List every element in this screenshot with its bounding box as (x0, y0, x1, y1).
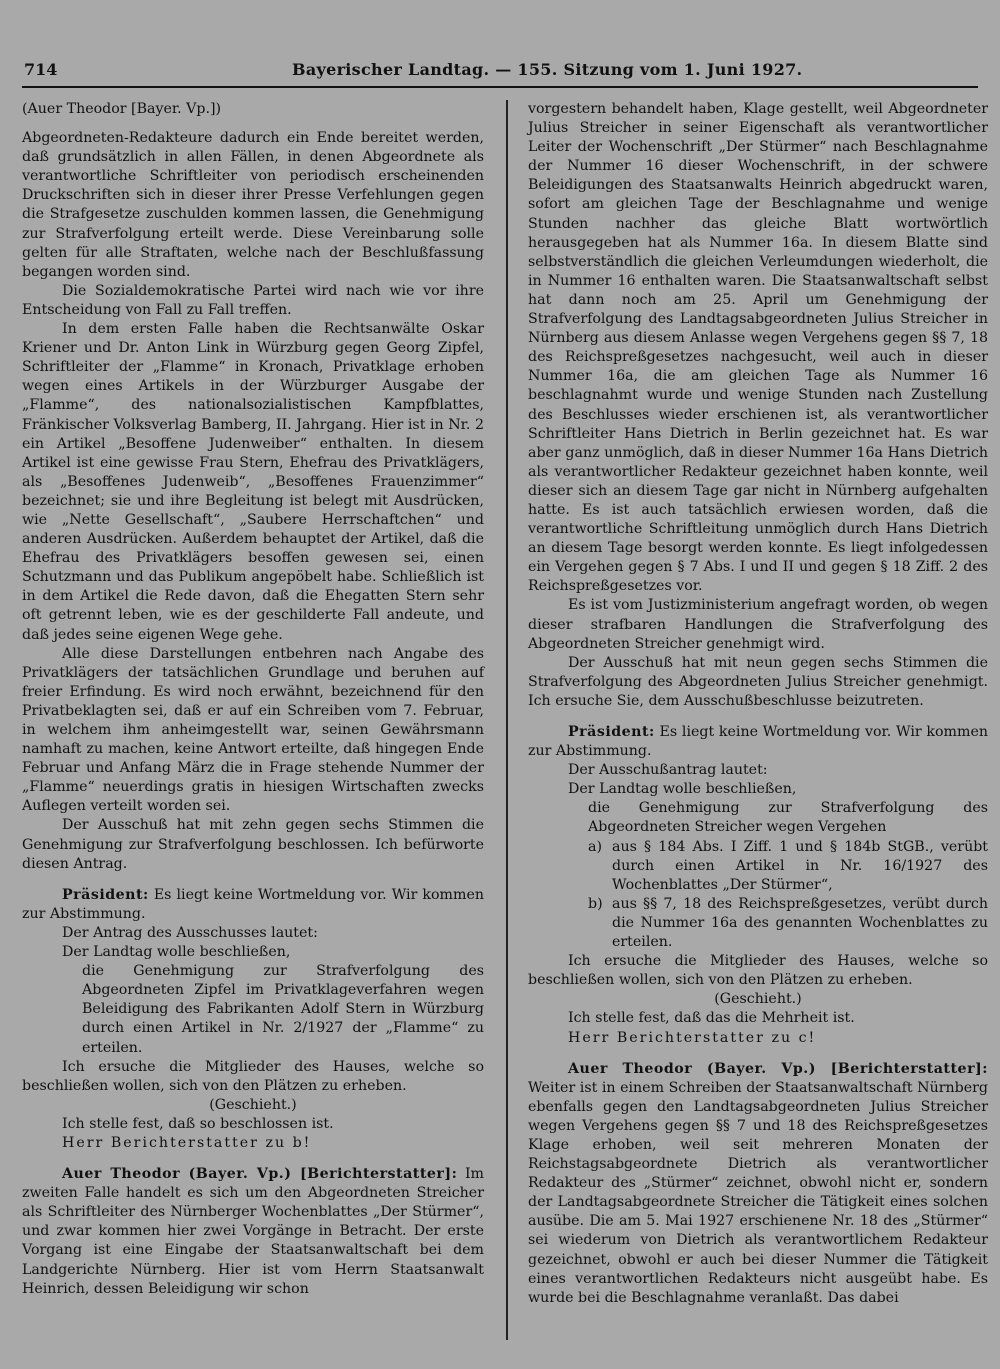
statement-text: Es liegt keine Wortmeldung vor. Wir kommen zur Abstimmung. (22, 886, 484, 922)
item-text: aus §§ 7, 18 des Reichspreßgesetzes, verübt durch die Nummer 16a des genannten Wochenblattes zu erteilen. (612, 895, 988, 951)
motion-item-a (588, 838, 988, 895)
speaker-name: Auer Theodor (Bayer. Vp.) [Berichterstatter]: (62, 1166, 458, 1183)
left-column (22, 100, 484, 1299)
reporter-statement (22, 1165, 484, 1299)
spacer (528, 711, 988, 723)
paragraph: Der Ausschuß hat mit neun gegen sechs Stimmen die Strafverfolgung des Abgeordneten Julius Streicher genehmigt. Ich ersuche Sie, dem Ausschußbeschlusse beizutreten. (528, 654, 988, 709)
paragraph: Der Ausschuß hat mit zehn gegen sechs Stimmen die Genehmigung zur Strafverfolgung beschlossen. Ich befürworte diesen Antrag. (22, 817, 484, 872)
item-label: a) (588, 838, 602, 855)
motion-resolve: Der Landtag wolle beschließen, (568, 781, 797, 798)
motion-text: die Genehmigung zur Strafverfolgung des Abgeordneten Zipfel im Privatklageverfahren wegen Beleidigung des Fabrikanten Adolf Stern in Würzburg durch einen Artikel in Nr. 2/1927 der „Flamme“ zu erteilen. (82, 963, 484, 1056)
spacer (22, 1153, 484, 1165)
result-statement: Ich stelle fest, daß das die Mehrheit ist. (568, 1010, 855, 1027)
motion-item-b (588, 895, 988, 952)
item-text: aus § 184 Abs. I Ziff. 1 und § 184b StGB., verübt durch einen Artikel in Nr. 16/1927 des Wochenblattes „Der Stürmer“, (612, 838, 988, 893)
motion-intro: Der Ausschußantrag lautet: (568, 762, 768, 779)
statement-text: Weiter ist in einem Schreiben der Staatsanwaltschaft Nürnberg ebenfalls gegen den Landtagsabgeordneten Julius Streicher wegen Vergehens gegen §§ 7 und 18 des Reichspreßgesetzes Klage erhoben, weil seit mehreren Monaten der Reichstagsabgeordnete Dietrich als verantwortlicher Redakteur des „Stürmer“ zeichnet, obwohl nicht er, sondern der Landtagsabgeordnete Streicher die Tätigkeit eines solchen ausübe. Die am 5. Mai 1927 erschienene Nr. 18 des „Stürmer“ sei wiederum von Dietrich als verantwortlichem Redakteur gezeichnet, obwohl er auch bei dieser Nummer die Tätigkeit eines verantwortlichen Redakteurs nicht ausgeübt habe. Es wurde bei die Beschlagnahme veranlaßt. Das dabei (528, 1079, 988, 1306)
spacer (528, 1048, 988, 1060)
speaker-name: Präsident: (62, 886, 149, 903)
motion-intro: Der Antrag des Ausschusses lautet: (62, 924, 318, 941)
column-divider (506, 100, 508, 1340)
vote-call: Ich ersuche die Mitglieder des Hauses, welche so beschließen wollen, sich von den Plätzen zu erheben. (528, 953, 988, 989)
speaker-name: Auer Theodor (Bayer. Vp.) [Berichterstatter]: (568, 1060, 988, 1077)
page-number: 714 (24, 60, 58, 79)
call-reporter: Herr Berichterstatter zu b! (62, 1134, 312, 1151)
speaker-continuation: (Auer Theodor [Bayer. Vp.]) (22, 101, 222, 117)
page-header (22, 56, 978, 88)
paragraph: In dem ersten Falle haben die Rechtsanwälte Oskar Kriener und Dr. Anton Link in Würzburg gegen Georg Zipfel, Schriftleiter der „Flamme“ in Kronach, Privatklage erhoben wegen eines Artikels in der Würzburger Ausgabe der „Flamme“, des nationalsozialistischen Kampfblattes, Fränkischer Volksverlag Bamberg, II. Jahrgang. Hier ist in Nr. 2 ein Artikel „Besoffene Judenweiber“ enthalten. In diesem Artikel ist eine gewisse Frau Stern, Ehefrau des Privatklägers, als „Besoffenes Judenweib“, „Besoffenes Frauenzimmer“ bezeichnet; sie und ihre Begleitung ist belegt mit Ausdrücken, wie „Nette Gesellschaft“, „Saubere Herrschaftchen“ und anderen Ausdrücken. Außerdem behauptet der Artikel, daß die Ehefrau des Privatklägers besoffen gewesen sei, einen Schutzmann und das Publikum angepöbelt habe. Schließlich ist in dem Artikel die Rede davon, daß die Ehegatten Stern sehr oft getrennt leben, wie es der geschilderte Fall andeute, und daß jedes seine eigenen Wege gehe. (22, 321, 484, 643)
reporter-statement (528, 1060, 988, 1308)
result-statement: Ich stelle fest, daß so beschlossen ist. (62, 1115, 334, 1132)
call-reporter: Herr Berichterstatter zu c! (568, 1029, 817, 1046)
paragraph: Es ist vom Justizministerium angefragt worden, ob wegen dieser strafbaren Handlungen die Strafverfolgung des Abgeordneten Streicher genehmigt wird. (528, 597, 988, 652)
motion-resolve: Der Landtag wolle beschließen, (62, 944, 291, 961)
statement-text: Im zweiten Falle handelt es sich um den Abgeordneten Streicher als Schriftleiter des Nürnberger Wochenblattes „Der Stürmer“, und zwar kommen hier zwei Vorgänge in Betracht. Der erste Vorgang ist eine Eingabe der Staatsanwaltschaft bei dem Landgerichte Nürnberg. Hier ist vom Herrn Staatsanwalt Heinrich, dessen Beleidigung wir schon (22, 1166, 484, 1297)
right-column (528, 100, 988, 1308)
statement-text: Es liegt keine Wortmeldung vor. Wir kommen zur Abstimmung. (528, 724, 988, 760)
president-statement (22, 886, 484, 924)
paragraph: Alle diese Darstellungen entbehren nach Angabe des Privatklägers der tatsächlichen Grundlage und beruhen auf freier Erfindung. Es wird noch erwähnt, bezeichnend für den Privatbeklagten sei, daß er auf ein Schreiben vom 7. Februar, in welchem ihm anheimgestellt war, seinen Gewährsmann namhaft zu machen, keine Antwort erteilte, daß hingegen Ende Februar und Anfang März die in Frage stehende Nummer der „Flamme“ neuerdings gratis in hiesigen Wirtschaften zwecks Auflegen verteilt worden sei. (22, 645, 484, 815)
stage-direction: (Geschieht.) (209, 1096, 297, 1113)
speaker-name: Präsident: (568, 724, 655, 740)
paragraph: vorgestern behandelt haben, Klage gestellt, weil Abgeordneter Julius Streicher in seiner Eigenschaft als verantwortlicher Leiter der Wochenschrift „Der Stürmer“ nach Beschlagnahme der Nummer 16 dieser Wochenschrift, in der schwere Beleidigungen des Staatsanwalts Heinrich abgedruckt waren, sofort am gleichen Tage der Beschlagnahme und wenige Stunden nachher das gleiche Blatt wortwörtlich herausgegeben hat als Nummer 16a. In diesem Blatte sind selbstverständlich die gleichen Verleumdungen wiederholt, die in Nummer 16 enthalten waren. Die Staatsanwaltschaft selbst hat dann noch am 25. April um Genehmigung der Strafverfolgung des Landtagsabgeordneten Julius Streicher in Nürnberg aus diesem Anlasse wegen Vergehens gegen §§ 7, 18 des Reichspreßgesetzes nachgesucht, weil auch in dieser Nummer 16a, die am gleichen Tage als Nummer 16 beschlagnahmt wurde und wenige Stunden nach Zustellung des Beschlusses wieder erschienen ist, als verantwortlicher Schriftleiter Hans Dietrich in Berlin gezeichnet hat. Es war aber ganz unmöglich, daß in dieser Nummer 16a Hans Dietrich als verantwortlicher Redakteur gezeichnet haben konnte, weil dieser sich an diesem Tage gar nicht in Nürnberg aufgehalten hatte. Es ist auch tatsächlich erwiesen worden, daß die verantwortliche Schriftleitung unmöglich durch Hans Dietrich an diesem Tage besorgt werden konnte. Es liegt infolgedessen ein Vergehen gegen § 7 Abs. I und II und gegen § 18 Ziff. 2 des Reichspreßgesetzes vor. (528, 101, 988, 595)
vote-call: Ich ersuche die Mitglieder des Hauses, welche so beschließen wollen, sich von den Plätzen zu erheben. (22, 1058, 484, 1094)
item-label: b) (588, 895, 603, 912)
motion-text: die Genehmigung zur Strafverfolgung des Abgeordneten Streicher wegen Vergehen (588, 800, 988, 836)
president-statement (528, 723, 988, 761)
running-title: Bayerischer Landtag. — 155. Sitzung vom 1. Juni 1927. (292, 60, 803, 79)
spacer (22, 874, 484, 886)
paragraph: Abgeordneten-Redakteure dadurch ein Ende bereitet werden, daß grundsätzlich in allen Fällen, in denen Abgeordnete als verantwortliche Schriftleiter von periodisch erscheinenden Druckschriften sich in dieser ihrer Presse Verfehlungen gegen die Strafgesetze zuschulden kommen lassen, die Genehmigung zur Strafverfolgung erteilt werde. Diese Vereinbarung solle gelten für alle Straftaten, welche nach der Beschlußfassung begangen worden sind. (22, 130, 484, 280)
paragraph: Die Sozialdemokratische Partei wird nach wie vor ihre Entscheidung von Fall zu Fall treffen. (22, 282, 484, 318)
stage-direction: (Geschieht.) (714, 991, 802, 1008)
